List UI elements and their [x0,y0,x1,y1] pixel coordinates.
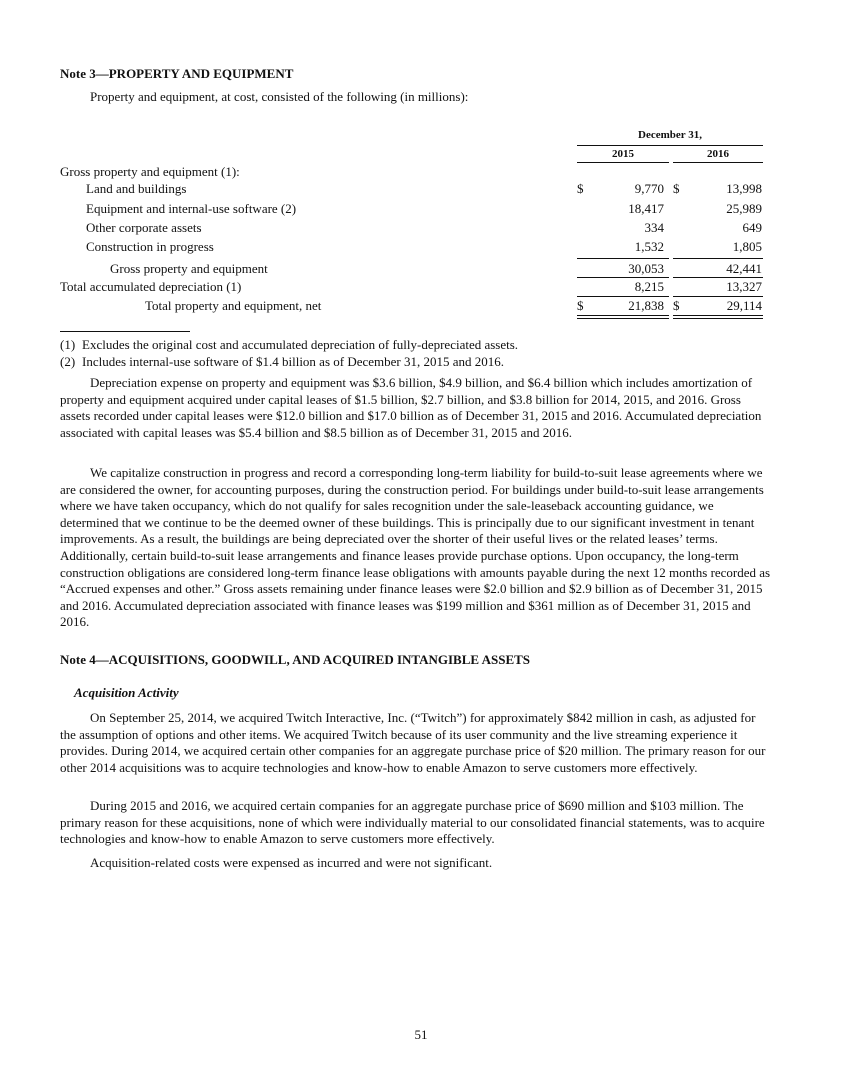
footnote-mark: (2) [60,354,76,369]
depreciation-paragraph: Depreciation expense on property and equipment was $3.6 billion, $4.9 billion, and $6.4 billion which includes amortization of property and equipment acquired under capital leases of $1.5 billion, $2.7 billion, and $3.8 billion for 2014, 2015, and 2016. Gross assets recorded under capital leases were $12.0 billion and $17.0 billion as of December 31, 2015 and 2016. Accumulated depreciation associated with capital leases was $5.4 billion and $8.5 billion as of December 31, 2015 and 2016. [60,375,762,440]
row-label: Other corporate assets [86,220,202,235]
header-december-31: December 31, [638,129,702,141]
header-rule-2015 [577,162,669,163]
construction-paragraph: We capitalize construction in progress and record a corresponding long-term liability for build-to-suit lease agreements where we are considered the owner, for accounting purposes, during the construction period. For buildings under build-to-suit lease arrangements where we have taken occupancy, which do not qualify for sales recognition under the sale-leaseback accounting guidance, we determined that we continue to be the deemed owner of these buildings. This is principally due to our significant investment in tenant improvements. As a result, the buildings are being depreciated over the shorter of their useful lives or the related leases’ terms. Additionally, certain build-to-suit lease arrangements and finance leases provide purchase options. Upon occupancy, the long-term construction obligations are considered long-term finance lease obligations with amounts payable during the next 12 months recorded as “Accrued expenses and other.” Gross assets remaining under finance leases were $2.0 billion and $2.9 billion as of December 31, 2015 and 2016. Accumulated depreciation associated with finance leases was $199 million and $361 million as of December 31, 2015 and 2016. [60,465,771,630]
footnote-text: Excludes the original cost and accumulated depreciation of fully-depreciated assets. [82,337,519,352]
value-2015: 334 [644,220,664,235]
total-rule-2016 [673,296,763,297]
double-rule-2016 [673,315,763,319]
value-2016: 13,998 [726,181,762,196]
value-2016: 25,989 [726,201,762,216]
value-2016: 1,805 [732,239,762,254]
row-label: Total accumulated depreciation (1) [60,279,242,294]
row-rule-2015 [577,277,669,278]
value-2015: 1,532 [634,239,664,254]
value-2015: 21,838 [628,298,664,313]
acquisition-activity-heading: Acquisition Activity [74,685,179,700]
note3-intro: Property and equipment, at cost, consisted of the following (in millions): [90,89,469,104]
value-2016: 29,114 [726,298,762,313]
footnote-rule [60,331,190,332]
subtotal-rule-2015 [577,258,669,259]
row-label: Land and buildings [86,181,187,196]
header-rule [577,145,763,146]
twitch-paragraph: On September 25, 2014, we acquired Twitch Interactive, Inc. (“Twitch”) for approximately $842 million in cash, as adjusted for the assumption of options and other items. We acquired Twitch because of its user community and the live streaming experience it provides. During 2014, we acquired certain other companies for an aggregate purchase price of $20 million. The primary reason for our other 2014 acquisitions was to acquire technologies and know-how to enable Amazon to serve customers more effectively. [60,710,766,775]
note4-title: Note 4—ACQUISITIONS, GOODWILL, AND ACQUIRED INTANGIBLE ASSETS [60,652,531,667]
row-label: Total property and equipment, net [145,298,322,313]
value-2015: 18,417 [628,201,664,216]
value-2016: 13,327 [726,279,762,294]
section-label: Gross property and equipment (1): [60,164,240,179]
row-rule-2016 [673,277,763,278]
note3-title: Note 3—PROPERTY AND EQUIPMENT [60,66,294,81]
row-label: Gross property and equipment [110,261,268,276]
currency-symbol: $ [673,181,680,196]
value-2015: 9,770 [634,181,664,196]
value-2016: 42,441 [726,261,762,276]
currency-symbol: $ [577,181,584,196]
subtotal-rule-2016 [673,258,763,259]
page-number: 51 [414,1027,428,1042]
double-rule-2015 [577,315,669,319]
value-2015: 30,053 [628,261,664,276]
value-2016: 649 [742,220,762,235]
value-2015: 8,215 [634,279,664,294]
row-label: Equipment and internal-use software (2) [86,201,297,216]
footnote-1 [60,337,518,353]
footnote-mark: (1) [60,337,76,352]
property-equipment-table [0,0,842,330]
total-rule-2015 [577,296,669,297]
header-rule-2016 [673,162,763,163]
currency-symbol: $ [673,298,680,313]
acquisitions-2015-2016-paragraph: During 2015 and 2016, we acquired certain companies for an aggregate purchase price of $690 million and $103 million. The primary reason for these acquisitions, none of which were individually material to our consolidated financial statements, was to acquire technologies and know-how to enable Amazon to serve customers more effectively. [60,798,765,847]
currency-symbol: $ [577,298,584,313]
row-label: Construction in progress [86,239,214,254]
footnote-2 [60,354,504,370]
header-2015: 2015 [612,148,634,160]
footnote-text: Includes internal-use software of $1.4 billion as of December 31, 2015 and 2016. [82,354,505,369]
header-2016: 2016 [707,148,729,160]
acquisition-costs-paragraph: Acquisition-related costs were expensed as incurred and were not significant. [90,855,493,870]
